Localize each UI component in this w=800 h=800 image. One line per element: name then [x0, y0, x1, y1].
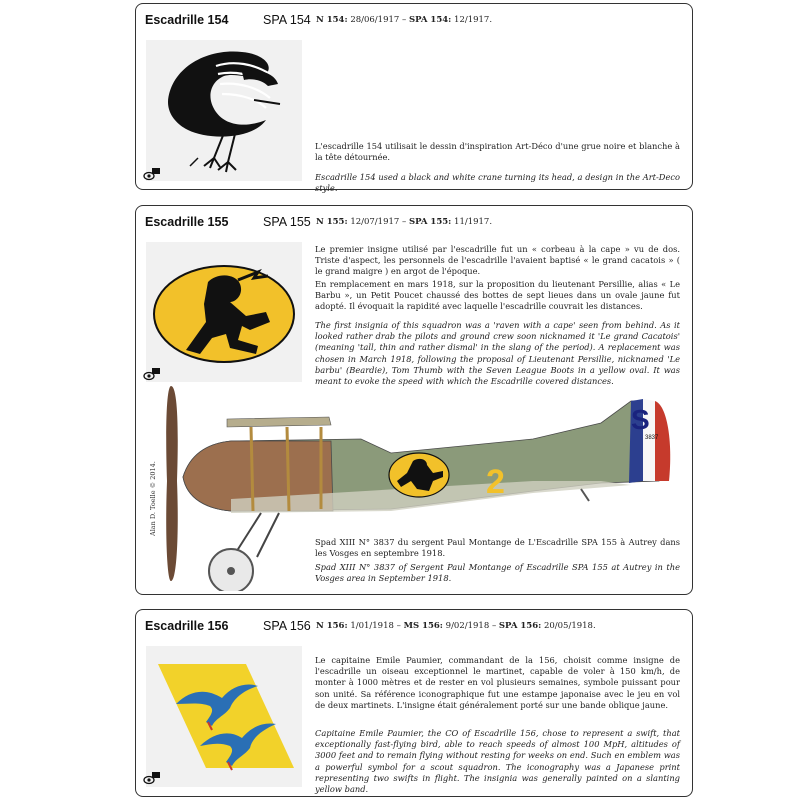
spad-xiii-profile [161, 381, 686, 591]
squadron-title: Escadrille 156 [145, 619, 229, 633]
rudder-serial: 3837 [645, 435, 659, 441]
squadron-card-154 [135, 3, 693, 194]
card-header [145, 619, 684, 637]
aircraft-illustration [161, 381, 686, 591]
eye-stamp-icon [143, 770, 161, 784]
text-fr-2: En remplacement en mars 1918, sur la proposition du lieutenant Persillie, alias « Le Barbu », un Petit Poucet chaussé des bottes de sept lieues dans un ovale jaune fut adopté. Il évoquait la rapidité avec laquelle l'escadrille couvrait les distances. [315, 279, 680, 312]
illustration-credit: Alan D. Toelle © 2014. [149, 461, 157, 536]
rudder-letter: S [631, 404, 650, 435]
squadron-card-155 [135, 205, 693, 595]
squadron-card-156 [135, 609, 693, 797]
squadron-code: SPA 155 [263, 215, 311, 229]
squadron-dates: N 154: 28/06/1917 – SPA 154: 12/1917. [316, 15, 493, 25]
tom-thumb-yellow-oval-icon [146, 242, 302, 382]
eye-stamp-icon [143, 166, 161, 180]
crane-insignia [146, 40, 302, 181]
card-header [145, 215, 684, 233]
squadron-code: SPA 154 [263, 13, 311, 27]
squadron-code: SPA 156 [263, 619, 311, 633]
black-white-crane-icon [146, 40, 302, 181]
swifts-insignia [146, 646, 302, 787]
two-swifts-yellow-band-icon [146, 646, 302, 787]
text-en: The first insignia of this squadron was a 'raven with a cape' seen from behind. As it looked rather drab the pilots and ground crew soon nicknamed it 'Le grand Cacatois' (meaning 'tall, thin and rather dismal' in the slang of the period). A replacement was chosen in March 1918, following the proposal of Lieutenant Persillie, nicknamed 'Le barbu' (Beardie), Tom Thumb with the Seven League Boots in a yellow oval. It was meant to evoke the speed with which the Escadrille covered distances. [315, 320, 680, 387]
fuselage-number: 2 [486, 463, 505, 501]
text-en: Escadrille 154 used a black and white crane turning its head, a design in the Art-Deco style. [315, 172, 680, 194]
text-fr: L'escadrille 154 utilisait le dessin d'inspiration Art-Déco d'une grue noire et blanche à la tête détournée. [315, 141, 680, 163]
squadron-dates: N 156: 1/01/1918 – MS 156: 9/02/1918 – SPA 156: 20/05/1918. [316, 621, 596, 631]
caption-fr: Spad XIII N° 3837 du sergent Paul Montange de L'Escadrille SPA 155 à Autrey dans les Vosges en septembre 1918. [315, 537, 680, 559]
squadron-title: Escadrille 154 [145, 13, 229, 27]
squadron-dates: N 155: 12/07/1917 – SPA 155: 11/1917. [316, 217, 493, 227]
squadron-title: Escadrille 155 [145, 215, 229, 229]
text-en: Capitaine Emile Paumier, the CO of Escadrille 156, chose to represent a swift, that exceptionally fast-flying bird, able to reach speeds of almost 100 MpH, altitudes of 3000 feet and to remain flying without resting for weeks on end. Such en emblem was a powerful symbol for a scout squadron. The iconography was a Japanese print representing two swifts in flight. The insignia was generally painted on a slanting yellow band. [315, 728, 680, 795]
card-header [145, 13, 684, 31]
caption-en: Spad XIII N° 3837 of Sergent Paul Montange of Escadrille SPA 155 at Autrey in the Vosges area in September 1918. [315, 562, 680, 584]
tom-thumb-insignia [146, 242, 302, 382]
text-fr-1: Le premier insigne utilisé par l'escadrille fut un « corbeau à la cape » vu de dos. Triste d'aspect, les personnels de l'escadrille l'avaient baptisé « le grand cacatois » ( le grand maigre ) en argot de l'époque. [315, 244, 680, 277]
eye-stamp-icon [143, 366, 161, 380]
text-fr: Le capitaine Emile Paumier, commandant de la 156, choisit comme insigne de l'escadrille un oiseau exceptionnel le martinet, capable de voler à 150 km/h, de monter à 1000 mètres et de rester en vol plusieurs semaines, symbole puissant pour son unité. Sa référence iconographique fut une estampe japonaise avec le jeu en vol de deux martinets. L'insigne était généralement porté sur une bande oblique jaune. [315, 655, 680, 710]
